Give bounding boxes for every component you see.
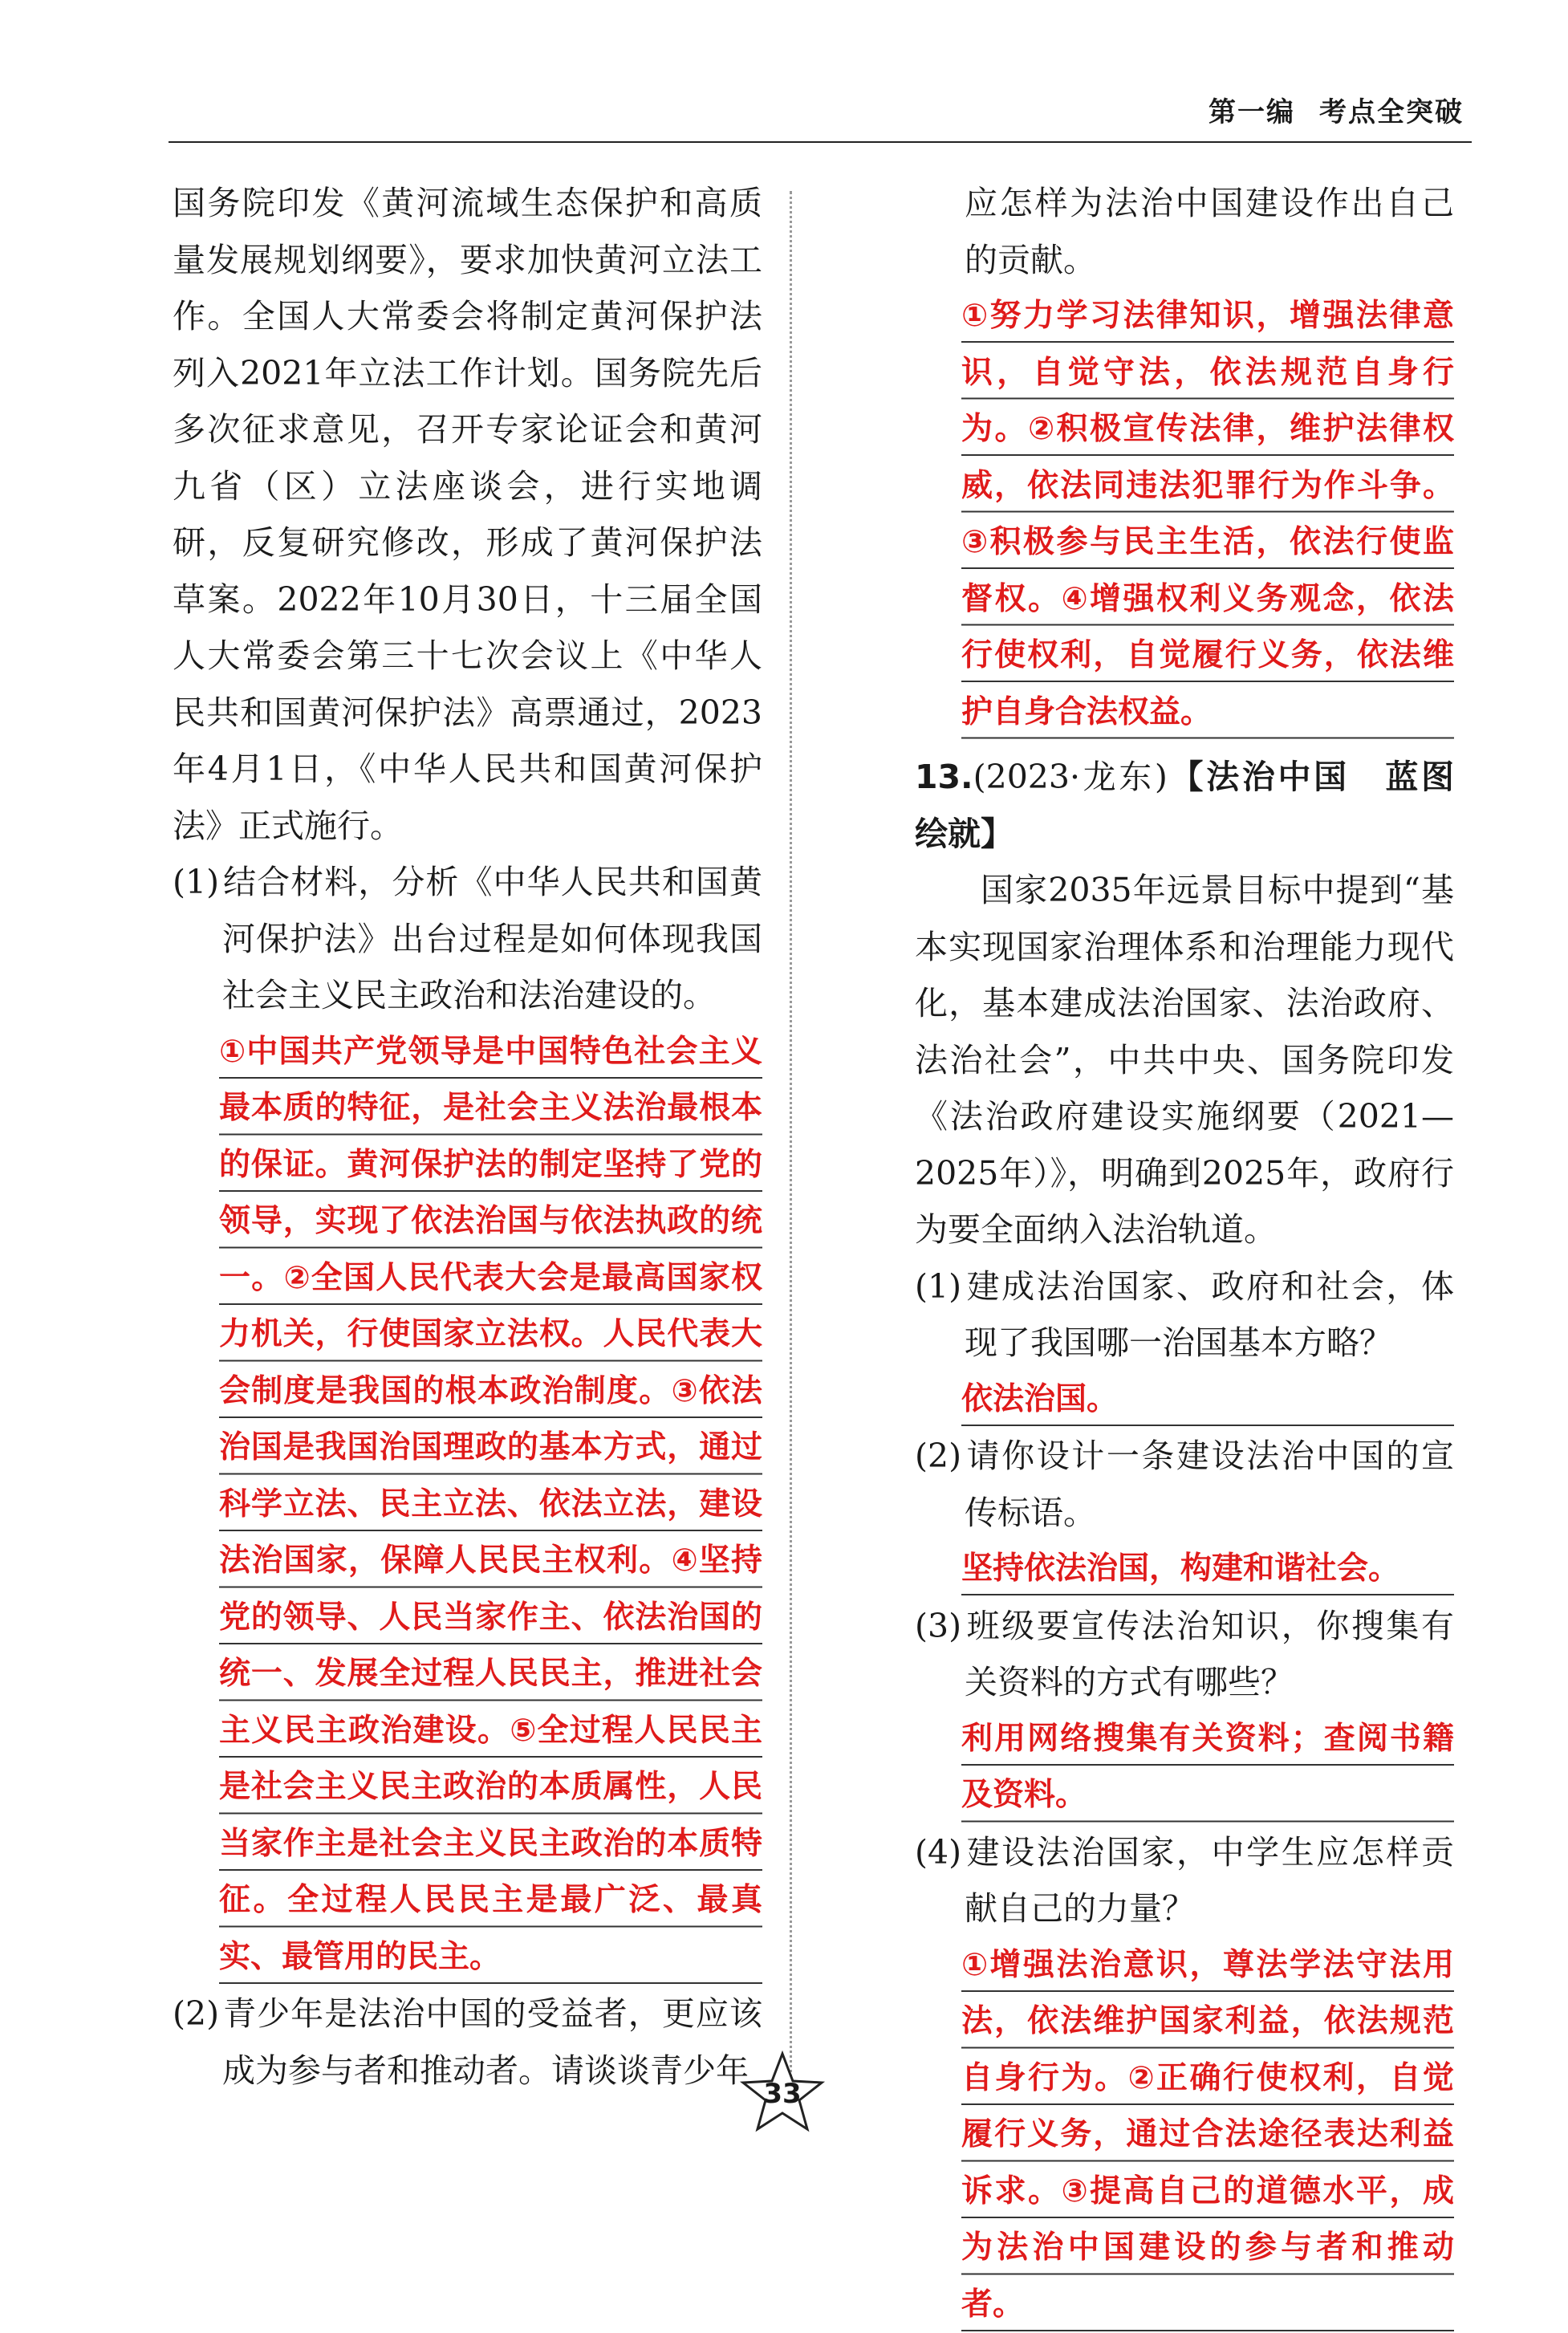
sub-question-1-answer: 依法治国。 bbox=[961, 1372, 1454, 1429]
left-column bbox=[173, 175, 762, 2099]
material-text: 国务院印发《黄河流域生态保护和高质量发展规划纲要》，要求加快黄河立法工作。全国人大常委会将制定黄河保护法列入2021年立法工作计划。国务院先后多次征求意见，召开专家论证会和黄河九省（区）立法座谈会，进行实地调研，反复研究修改，形成了黄河保护法草案。2022年10月30日，十三届全国人大常委会第三十七次会议上《中华人民共和国黄河保护法》高票通过，2023年4月1日，《中华人民共和国黄河保护法》正式施行。 bbox=[173, 175, 762, 854]
sub-question-4-text: 建设法治国家，中学生应怎样贡献自己的力量？ bbox=[965, 1833, 1454, 1929]
sub-question-3-number: (3) bbox=[915, 1598, 965, 1655]
sub-question-3-answer: 利用网络搜集有关资料；查阅书籍及资料。 bbox=[961, 1711, 1454, 1824]
header-part: 第一编 bbox=[1208, 96, 1295, 128]
question-2-continued: 应怎样为法治中国建设作出自己的贡献。 bbox=[915, 175, 1454, 288]
page-header bbox=[1208, 90, 1464, 129]
sub-question-1-number: (1) bbox=[915, 1258, 965, 1315]
sub-question-4-number: (4) bbox=[915, 1824, 965, 1881]
question-1-number: (1) bbox=[173, 854, 222, 911]
sub-question-1 bbox=[915, 1258, 1454, 1372]
question-1 bbox=[173, 854, 762, 1024]
sub-question-1-text: 建成法治国家、政府和社会，体现了我国哪一治国基本方略？ bbox=[965, 1267, 1454, 1363]
sub-question-3-text: 班级要宣传法治知识，你搜集有关资料的方式有哪些？ bbox=[965, 1607, 1454, 1702]
sub-question-2 bbox=[915, 1428, 1454, 1541]
question-13-tag: 【法治中国 蓝图绘就】 bbox=[915, 758, 1454, 853]
sub-question-2-text: 请你设计一条建设法治中国的宣传标语。 bbox=[965, 1437, 1454, 1532]
sub-question-2-number: (2) bbox=[915, 1428, 965, 1485]
right-column bbox=[915, 175, 1454, 2333]
question-13-source: (2023·龙东) bbox=[973, 758, 1168, 796]
sub-question-2-answer: 坚持依法治国，构建和谐社会。 bbox=[961, 1541, 1454, 1598]
column-divider bbox=[790, 191, 792, 2117]
question-1-answer: ①中国共产党领导是中国特色社会主义最本质的特征，是社会主义法治最根本的保证。黄河保护法的制定坚持了党的领导，实现了依法治国与依法执政的统一。②全国人民代表大会是最高国家权力机关，行使国家立法权。人民代表大会制度是我国的根本政治制度。③依法治国是我国治国理政的基本方式，通过科学立法、民主立法、依法立法，建设法治国家，保障人民民主权利。④坚持党的领导、人民当家作主、依法治国的统一、发展全过程人民民主，推进社会主义民主政治建设。⑤全过程人民民主是社会主义民主政治的本质属性，人民当家作主是社会主义民主政治的本质特征。全过程人民民主是最广泛、最真实、最管用的民主。 bbox=[219, 1024, 762, 1986]
sub-question-4 bbox=[915, 1824, 1454, 1937]
question-1-text: 结合材料，分析《中华人民共和国黄河保护法》出台过程是如何体现我国社会主义民主政治和法治建设的。 bbox=[222, 863, 762, 1014]
page-number-badge bbox=[738, 2051, 827, 2139]
header-section: 考点全突破 bbox=[1319, 96, 1464, 128]
question-2-answer: ①努力学习法律知识，增强法律意识，自觉守法，依法规范自身行为。②积极宣传法律，维护法律权威，依法同违法犯罪行为作斗争。③积极参与民主生活，依法行使监督权。④增强权利义务观念，依法行使权利，自觉履行义务，依法维护自身合法权益。 bbox=[961, 288, 1454, 741]
question-2-text: 青少年是法治中国的受益者，更应该成为参与者和推动者。请谈谈青少年 bbox=[222, 1994, 762, 2090]
question-13-intro: 国家2035年远景目标中提到“基本实现国家治理体系和治理能力现代化，基本建成法治国家、法治政府、法治社会”，中共中央、国务院印发《法治政府建设实施纲要（2021—2025年）》，明确到2025年，政府行为要全面纳入法治轨道。 bbox=[915, 862, 1454, 1258]
sub-question-4-answer: ①增强法治意识，尊法学法守法用法，依法维护国家利益，依法规范自身行为。②正确行使权利，自觉履行义务，通过合法途径表达利益诉求。③提高自己的道德水平，成为法治中国建设的参与者和推动者。 bbox=[961, 1937, 1454, 2333]
question-2 bbox=[173, 1985, 762, 2099]
header-rule bbox=[169, 141, 1472, 143]
question-13-number: 13. bbox=[915, 758, 973, 796]
sub-question-3 bbox=[915, 1598, 1454, 1711]
page-number: 33 bbox=[738, 2078, 827, 2110]
question-2-number: (2) bbox=[173, 1985, 222, 2042]
question-13-header bbox=[915, 749, 1454, 862]
